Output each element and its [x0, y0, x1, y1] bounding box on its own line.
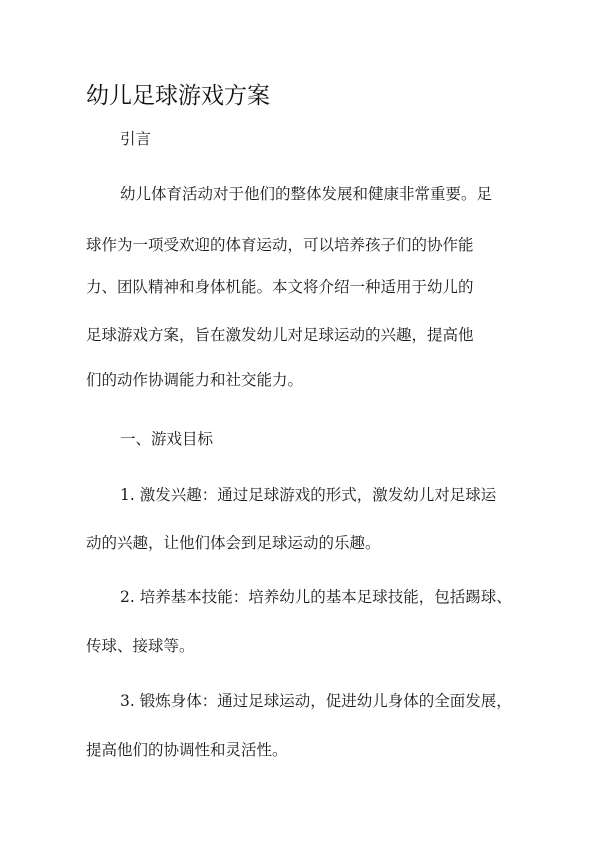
intro-paragraph-line: 们的动作协调能力和社交能力。: [86, 371, 304, 389]
intro-paragraph-line: 幼儿体育活动对于他们的整体发展和健康非常重要。足: [120, 185, 493, 203]
goal-item-line: 传球、接球等。: [86, 637, 195, 655]
intro-paragraph-line: 力、团队精神和身体机能。本文将介绍一种适用于幼儿的: [86, 278, 474, 296]
goal-item-line: 动的兴趣，让他们体会到足球运动的乐趣。: [86, 534, 381, 552]
goal-item-line: 提高他们的协调性和灵活性。: [86, 741, 288, 759]
document-title: 幼儿足球游戏方案: [86, 83, 270, 109]
intro-heading: 引言: [120, 130, 152, 148]
goal-item-line: 2. 培养基本技能：培养幼儿的基本足球技能，包括踢球、: [120, 588, 512, 606]
goal-item-line: 3. 锻炼身体：通过足球运动，促进幼儿身体的全面发展，: [120, 692, 512, 710]
goal-item-line: 1. 激发兴趣：通过足球游戏的形式，激发幼儿对足球运: [120, 486, 497, 504]
section-heading-goals: 一、游戏目标: [120, 430, 214, 448]
intro-paragraph-line: 球作为一项受欢迎的体育运动，可以培养孩子们的协作能: [86, 236, 474, 254]
intro-paragraph-line: 足球游戏方案，旨在激发幼儿对足球运动的兴趣，提高他: [86, 326, 474, 344]
